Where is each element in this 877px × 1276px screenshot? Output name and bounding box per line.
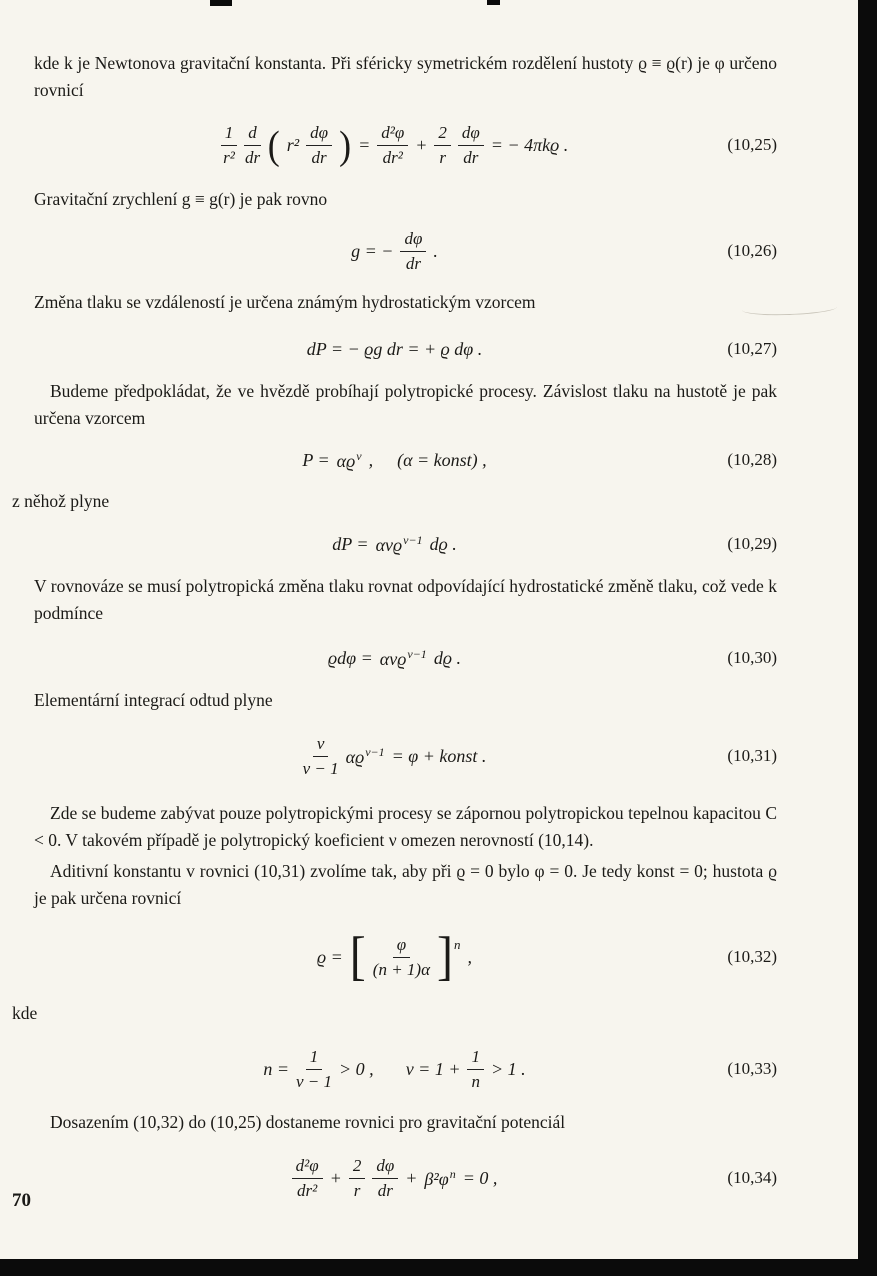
equation-10-31: $\frac{\nu}{\nu - 1}$ $\alpha ϱ^{\nu-1}$ = φ + konst . xyxy=(302,733,487,778)
equation-row-10-32 xyxy=(12,926,777,988)
equation-10-30: ϱdφ = ανϱ$^{\nu-1}$ dϱ . xyxy=(328,646,461,669)
paragraph-kde: kde xyxy=(12,1003,38,1023)
equation-10-26: g = − $\frac{d\varphi}{dr}$ . xyxy=(351,228,438,273)
scan-mark-top-2 xyxy=(487,0,500,5)
paragraph-negative-heat-capacity: Zde se budeme zabývat pouze polytropickými procesy se zápornou polytropickou tepelnou kapacitou C < 0. V takovém případě je polytropický koeficient ν omezen nerovností (10,14). xyxy=(34,803,777,850)
paragraph-from-which-follows: z něhož plyne xyxy=(12,491,110,511)
paragraph-elementary-integration: Elementární integrací odtud plyne xyxy=(34,690,273,710)
equation-row-10-28 xyxy=(12,444,777,476)
equation-row-10-25 xyxy=(12,116,777,174)
equation-10-29: dP = ανϱ$^{\nu-1}$ dϱ . xyxy=(332,532,457,555)
equation-row-10-31 xyxy=(12,728,777,784)
equation-tag-10-30: (10,30) xyxy=(727,648,777,667)
paragraph-gravitational-acceleration: Gravitační zrychlení g ≡ g(r) je pak rovno xyxy=(34,189,328,209)
paragraph-newton-constant: kde k je Newtonova gravitační konstanta. Při sféricky symetrickém rozdělení hustoty ϱ ≡ ϱ(r) je φ určeno rovnicí xyxy=(34,53,777,100)
equation-row-10-26 xyxy=(12,225,777,277)
equation-10-27: dP = − ϱg dr = + ϱ dφ . xyxy=(306,338,483,359)
paragraph-substitution: Dosazením (10,32) do (10,25) dostaneme rovnici pro gravitační potenciál xyxy=(50,1112,566,1132)
equation-tag-10-31: (10,31) xyxy=(727,746,777,765)
scan-edge-right xyxy=(858,0,877,1276)
equation-10-25: $\frac{1}{\text{r²}}$ $\frac{d}{dr}$ ( r² $\frac{d\varphi}{dr}$ ) = $\frac{\text{d²φ}}{\text{dr²}}$ + $\frac{2}{r}$ $\frac{d\varphi}{dr}$ = − 4πkϱ . xyxy=(221,123,568,167)
paragraph-additive-constant: Aditivní konstantu v rovnici (10,31) zvolíme tak, aby při ϱ = 0 bylo φ = 0. Je tedy konst = 0; hustota ϱ je pak určena rovnicí xyxy=(34,861,777,908)
scan-mark-top-1 xyxy=(210,0,232,6)
equation-tag-10-28: (10,28) xyxy=(727,450,777,469)
equation-tag-10-27: (10,27) xyxy=(727,339,777,358)
equation-row-10-30 xyxy=(12,641,777,675)
equation-tag-10-34: (10,34) xyxy=(727,1168,777,1187)
equation-tag-10-26: (10,26) xyxy=(727,241,777,260)
page-number: 70 xyxy=(12,1190,31,1211)
equation-tag-10-33: (10,33) xyxy=(727,1059,777,1078)
equation-10-34: $\frac{\text{d²φ}}{\text{dr²}}$ + $\frac{2}{r}$ $\frac{d\varphi}{dr}$ + $\beta^2\varphi^n$ = 0 , xyxy=(292,1156,498,1200)
paragraph-equilibrium-condition: V rovnováze se musí polytropická změna tlaku rovnat odpovídající hydrostatické změně tlaku, což vede k podmínce xyxy=(34,576,777,623)
equation-tag-10-29: (10,29) xyxy=(727,534,777,553)
equation-row-10-34 xyxy=(12,1150,777,1206)
equation-10-32: ϱ = [ $\frac{\varphi}{(n + 1)\alpha}$ ] $^n$ , xyxy=(317,926,472,986)
paragraph-pressure-change: Změna tlaku se vzdáleností je určena známým hydrostatickým vzorcem xyxy=(34,292,536,312)
equation-row-10-29 xyxy=(12,527,777,561)
scan-edge-bottom xyxy=(0,1259,877,1276)
equation-row-10-27 xyxy=(12,332,777,366)
equation-10-33: n = $\frac{1}{\nu - 1}$ > 0 , ν = 1 + $\frac{1}{n}$ > 1 . xyxy=(263,1046,526,1091)
equation-tag-10-32: (10,32) xyxy=(727,947,777,966)
paragraph-polytropic-assumption: Budeme předpokládat, že ve hvězdě probíhají polytropické procesy. Závislost tlaku na hustotě je pak určena vzorcem xyxy=(34,381,777,428)
equation-10-28: P = $\alpha ϱ^\nu$ , (α = konst) , xyxy=(302,448,487,471)
equation-tag-10-25: (10,25) xyxy=(727,135,777,154)
equation-row-10-33 xyxy=(12,1041,777,1097)
